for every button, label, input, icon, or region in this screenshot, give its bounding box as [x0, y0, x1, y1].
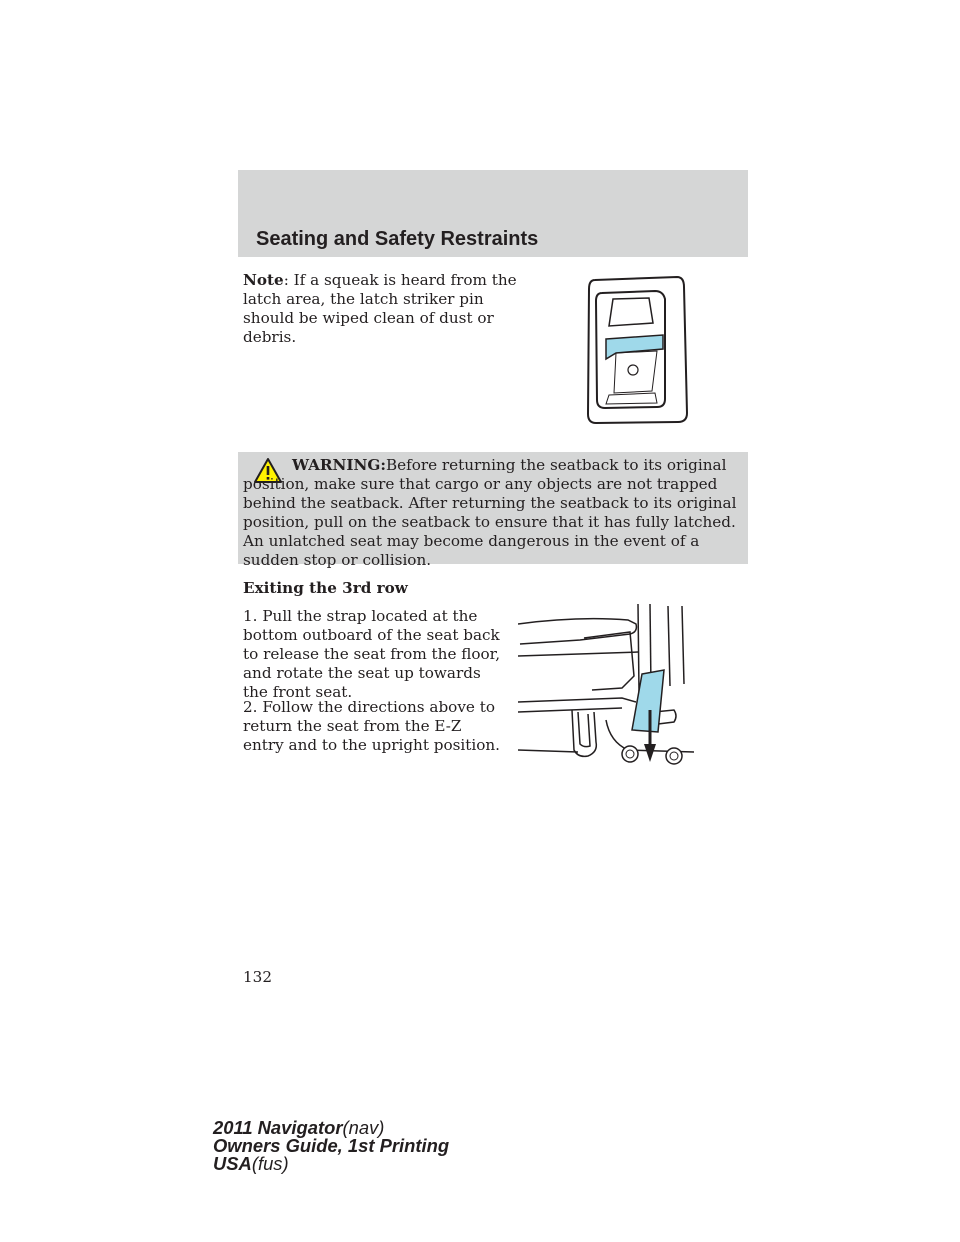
footer-guide: Owners Guide, 1st Printing [213, 1135, 450, 1156]
exiting-step-1: 1. Pull the strap located at the bottom outboard of the seat back to release the seat from the floor, and rotate the seat up towards the front seat. [243, 607, 501, 701]
footer-model-code: (nav) [342, 1117, 385, 1138]
page-number: 132 [243, 968, 272, 986]
warning-body: Before returning the seatback to its original position, make sure that cargo or any objects are not trapped behind the seatback. After returning the seatback to its original position, pull on the seatback to ensure that it has fully latched. An unlatched seat may become dangerous in the event of a sudden stop or collision. [243, 456, 737, 569]
warning-box [238, 452, 748, 569]
exiting-heading: Exiting the 3rd row [243, 579, 408, 597]
warning-text-block [243, 456, 745, 569]
section-header-band [238, 170, 748, 257]
document-footer [213, 1119, 449, 1173]
footer-market-code: (fus) [251, 1153, 289, 1174]
note-paragraph [243, 271, 523, 347]
section-title: Seating and Safety Restraints [256, 228, 539, 250]
footer-market: USA [213, 1153, 252, 1174]
seat-release-strap-illustration [518, 602, 694, 768]
note-text: : If a squeak is heard from the latch area, the latch striker pin should be wiped clean of dust or debris. [243, 271, 517, 346]
exiting-step-2: 2. Follow the directions above to return the seat from the E-Z entry and to the upright position. [243, 698, 500, 754]
latch-striker-illustration [585, 275, 689, 425]
warning-label: WARNING: [292, 456, 386, 474]
note-label: Note [243, 271, 284, 289]
footer-model: 2011 Navigator [213, 1117, 343, 1138]
